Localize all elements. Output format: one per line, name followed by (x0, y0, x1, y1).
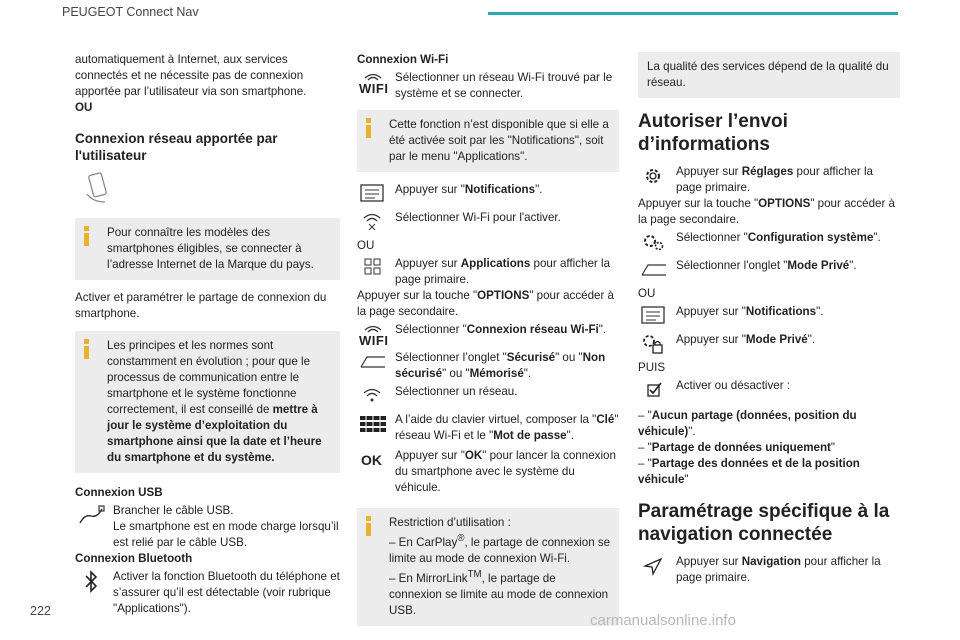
step-notifications: Appuyer sur "Notifications". (357, 182, 619, 202)
tab-icon (359, 351, 387, 373)
info-icon (366, 118, 371, 138)
or-label: OU (357, 239, 375, 252)
navigation-arrow-icon (640, 555, 668, 577)
applications-grid-icon (359, 257, 387, 279)
usb-step-text-2: Le smartphone est en mode charge lorsqu’il est relié par le câble USB. (113, 520, 339, 549)
section-heading-navigation: Paramétrage spécifique à la navigation connectée (638, 501, 890, 545)
info-note-standards (75, 331, 340, 473)
wifi-step (357, 70, 619, 102)
usb-title: Connexion USB (75, 486, 163, 499)
wifi-title: Connexion Wi-Fi (357, 53, 449, 66)
info-icon (84, 339, 89, 359)
gear-icon (640, 165, 668, 187)
step-keyboard: A l’aide du clavier virtuel, composer la "Clé" réseau Wi-Fi et le "Mot de passe". (357, 412, 619, 444)
gears-icon (640, 231, 668, 253)
header-accent-bar (488, 12, 898, 15)
step-settings: Appuyer sur Réglages pour afficher la page primaire. (638, 164, 900, 196)
tab-icon (640, 259, 668, 281)
ok-icon: OK (361, 452, 382, 468)
step-private-mode-tab: Sélectionner l'onglet "Mode Privé". (638, 258, 900, 278)
info-note-text: Les principes et les normes sont constamment en évolution ; pour que le processus de communication entre le smartphone et le système fonctionne correctement, il est conseillé de (107, 339, 311, 416)
usb-cable-icon (77, 504, 105, 526)
page-number: 222 (30, 604, 51, 618)
notifications-icon (359, 183, 387, 205)
info-note-text: Pour connaître les modèles des smartphones éligibles, se connecter à l’adresse Internet de la Marque du pays. (107, 226, 314, 271)
step-wifi-activate: Sélectionner Wi-Fi pour l'activer. (357, 210, 619, 230)
step-private-mode: Appuyer sur "Mode Privé". (638, 332, 900, 352)
checkbox-icon (640, 379, 668, 401)
step-navigation: Appuyer sur Navigation pour afficher la page primaire. (638, 554, 900, 586)
wifi-icon-label: WIFI (359, 81, 389, 96)
keyboard-icon (359, 413, 387, 435)
notifications-icon (640, 305, 668, 327)
bluetooth-step-text: Activer la fonction Bluetooth du téléphone et s’assurer qu’il est détectable (voir rubrique "Applications"). (113, 570, 340, 615)
step-system-config: Sélectionner "Configuration système". (638, 230, 900, 250)
usb-step-text: Brancher le câble USB. (113, 504, 234, 517)
then-label: PUIS (638, 361, 666, 374)
bluetooth-title: Connexion Bluetooth (75, 552, 193, 565)
wifi-off-icon (359, 211, 387, 233)
section-heading: Connexion réseau apportée par l'utilisateur (75, 131, 278, 163)
info-note-restriction: Restriction d’utilisation : – En CarPlay®, le partage de connexion se limite au mode de connexion Wi-Fi. – En MirrorLink™, le partage de connexion se limite au mode de connexion USB. (357, 508, 619, 626)
column-left (75, 52, 340, 625)
column-right (638, 52, 900, 594)
info-note-text: Cette fonction n’est disponible que si elle a été activée soit par les "Notifications", soit par le menu "Applications". (389, 118, 609, 163)
quality-box: La qualité des services dépend de la qualité du réseau. (638, 52, 900, 98)
info-note-availability (357, 110, 619, 172)
option-1: – "Aucun partage (données, position du véhicule)". (638, 409, 857, 438)
step-tab-select: Sélectionner l’onglet "Sécurisé" ou "Non sécurisé" ou "Mémorisé". (357, 350, 619, 382)
option-2: – "Partage de données uniquement" (638, 441, 836, 454)
wifi-step-text: Sélectionner un réseau Wi-Fi trouvé par le système et se connecter. (395, 71, 613, 100)
step-applications: Appuyer sur Applications pour afficher la page primaire. (357, 256, 619, 288)
step-select-network: Sélectionner un réseau. (357, 384, 619, 404)
wifi-icon: WIFI (359, 323, 387, 345)
options-step: Appuyer sur la touche "OPTIONS" pour accéder à la page secondaire. (638, 197, 895, 226)
share-paragraph: Activer et paramétrer le partage de connexion du smartphone. (75, 291, 327, 320)
info-icon (366, 516, 371, 536)
step-wifi-connection: WIFI Sélectionner "Connexion réseau Wi-Fi". (359, 323, 607, 348)
running-header: PEUGEOT Connect Nav (62, 5, 199, 19)
intro-text: automatiquement à Internet, aux services connectés et ne nécessite pas de connexion apportée par l’utilisateur via son smartphone. (75, 53, 307, 98)
step-ok: OK Appuyer sur "OK" pour lancer la connexion du smartphone avec le système du véhicule. (361, 449, 616, 494)
info-note-models (75, 218, 340, 280)
watermark: carmanualsonline.info (590, 612, 736, 629)
option-3: – "Partage des données et de la position véhicule" (638, 457, 860, 486)
bluetooth-step (75, 569, 340, 617)
wifi-icon (359, 71, 389, 96)
section-heading-send-info: Autoriser l’envoi d’informations (638, 111, 788, 155)
wifi-signal-icon (359, 385, 387, 407)
intro-ou: OU (75, 101, 93, 114)
column-middle (357, 52, 619, 636)
usb-step (75, 503, 340, 551)
step-toggle: Activer ou désactiver : (638, 378, 900, 398)
bluetooth-icon (77, 570, 105, 592)
private-mode-icon (640, 333, 668, 355)
options-step: Appuyer sur la touche "OPTIONS" pour accéder à la page secondaire. (357, 289, 614, 318)
info-note-bold: mettre à jour le système d’exploitation du smartphone ainsi que la date et l’heure du smartphone et du système. (107, 403, 322, 464)
info-icon (84, 226, 89, 246)
step-notifications: Appuyer sur "Notifications". (638, 304, 900, 324)
smartphone-icon (83, 172, 113, 206)
or-label: OU (638, 287, 656, 300)
